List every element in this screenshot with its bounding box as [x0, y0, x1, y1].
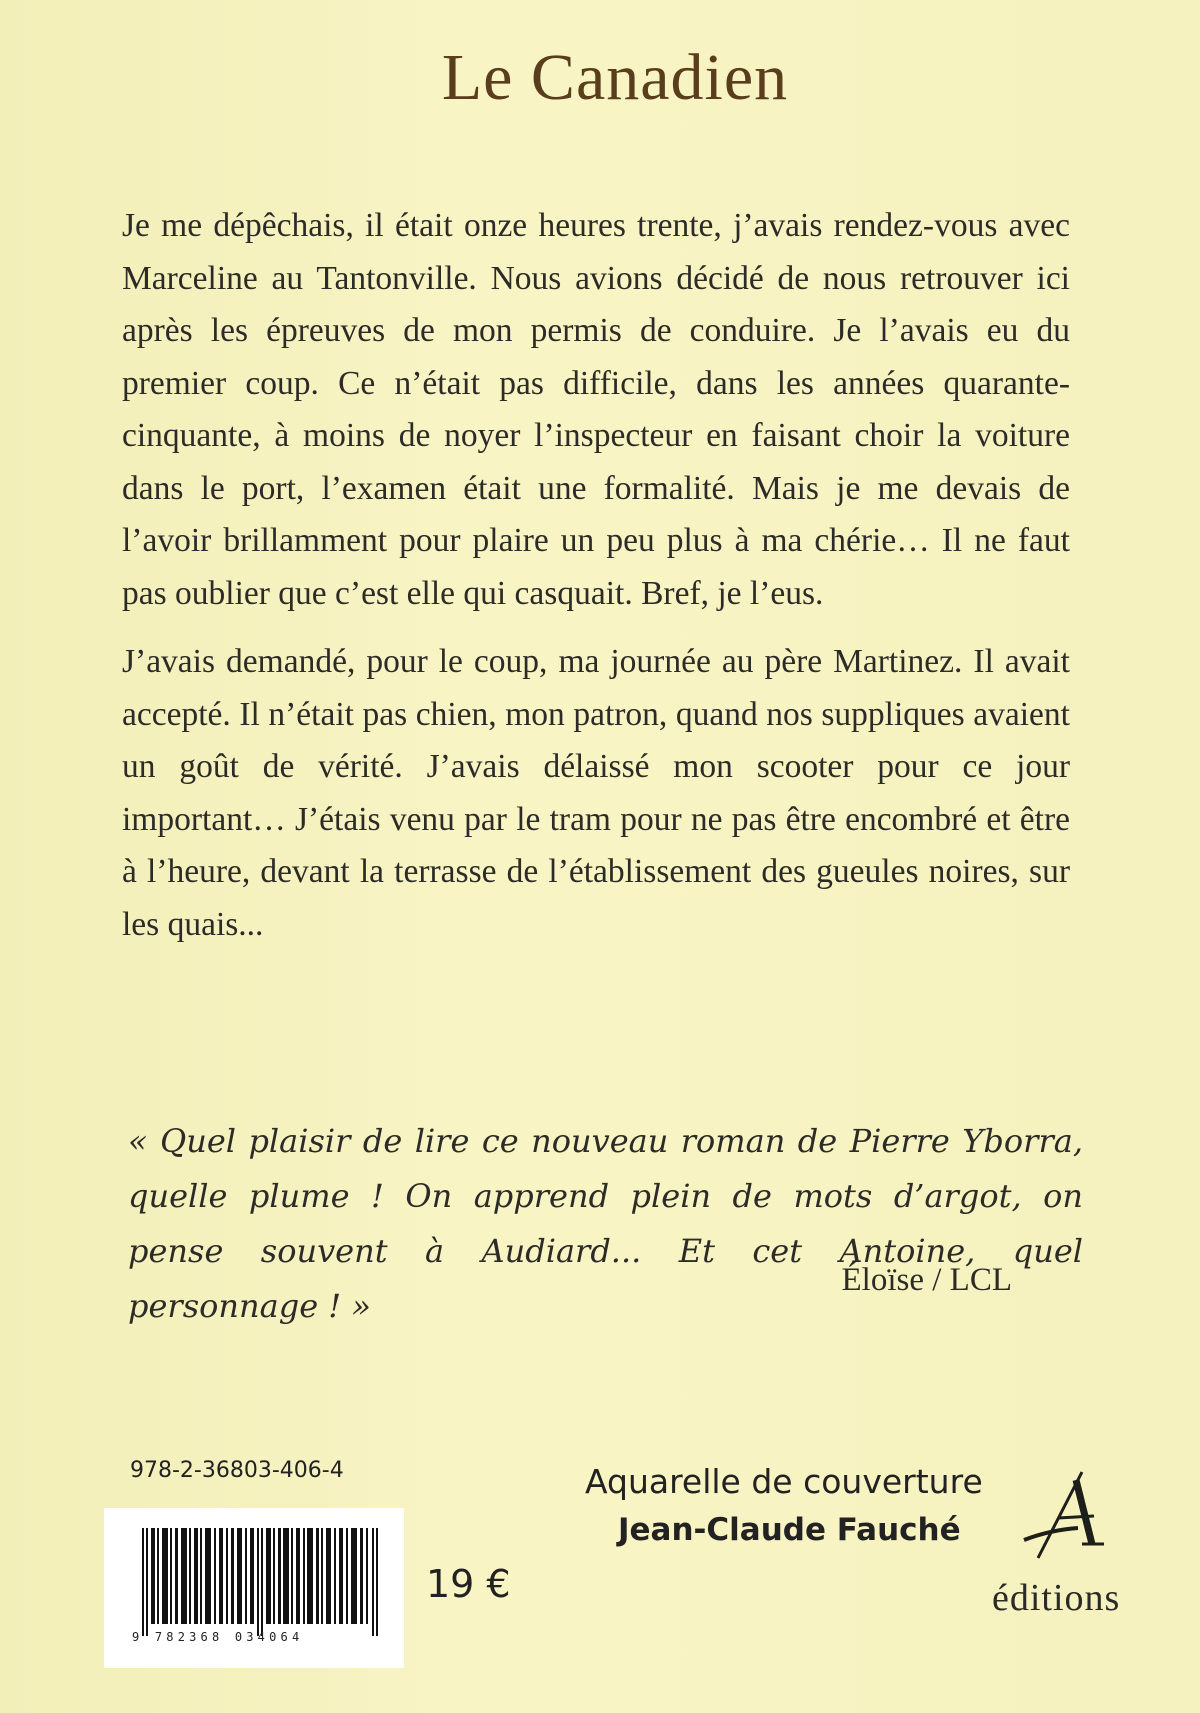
synopsis [122, 200, 1070, 967]
synopsis-paragraph-1: Je me dépêchais, il était onze heures trente, j’avais rendez-vous avec Marceline au Tantonville. Nous avions décidé de nous retrouver ici après les épreuves de mon permis de conduire. Je l’avais eu du premier coup. Ce n’était pas difficile, dans les années quarante-cinquante, à moins de noyer l’inspecteur en faisant choir la voiture dans le port, l’examen était une formalité. Mais je me devais de l’avoir brillamment pour plaire un peu plus à ma chérie… Il ne faut pas oublier que c’est elle qui casquait. Bref, je l’eus. [122, 207, 1070, 612]
review-quote: « Quel plaisir de lire ce nouveau roman de Pierre Yborra, quelle plume ! On apprend plein de mots d’argot, on pense souvent à Audiard... Et cet Antoine, quel personnage ! » [128, 1122, 1083, 1325]
book-title: Le Canadien [441, 41, 789, 114]
barcode-digits: 9 782368 034064 [132, 1630, 304, 1644]
synopsis-paragraph-2: J’avais demandé, pour le coup, ma journée au père Martinez. Il avait accepté. Il n’était pas chien, mon patron, quand nos suppliques avaient un goût de vérité. J’avais délaissé mon scooter pour ce jour important… J’étais venu par le tram pour ne pas être encombré et être à l’heure, devant la terrasse de l’établissement des gueules noires, sur les quais... [122, 643, 1070, 943]
publisher-logo-icon [1020, 1470, 1130, 1560]
isbn-number: 978-2-36803-406-4 [130, 1458, 344, 1483]
review-author: Éloïse / LCL [841, 1262, 1012, 1298]
cover-art-credit-name: Jean-Claude Fauché [618, 1512, 961, 1548]
price: 19 € [426, 1562, 511, 1606]
cover-art-credit-label: Aquarelle de couverture [585, 1462, 983, 1501]
barcode-bars-icon [142, 1528, 378, 1636]
publisher-name: éditions [992, 1577, 1121, 1619]
barcode [104, 1508, 404, 1668]
